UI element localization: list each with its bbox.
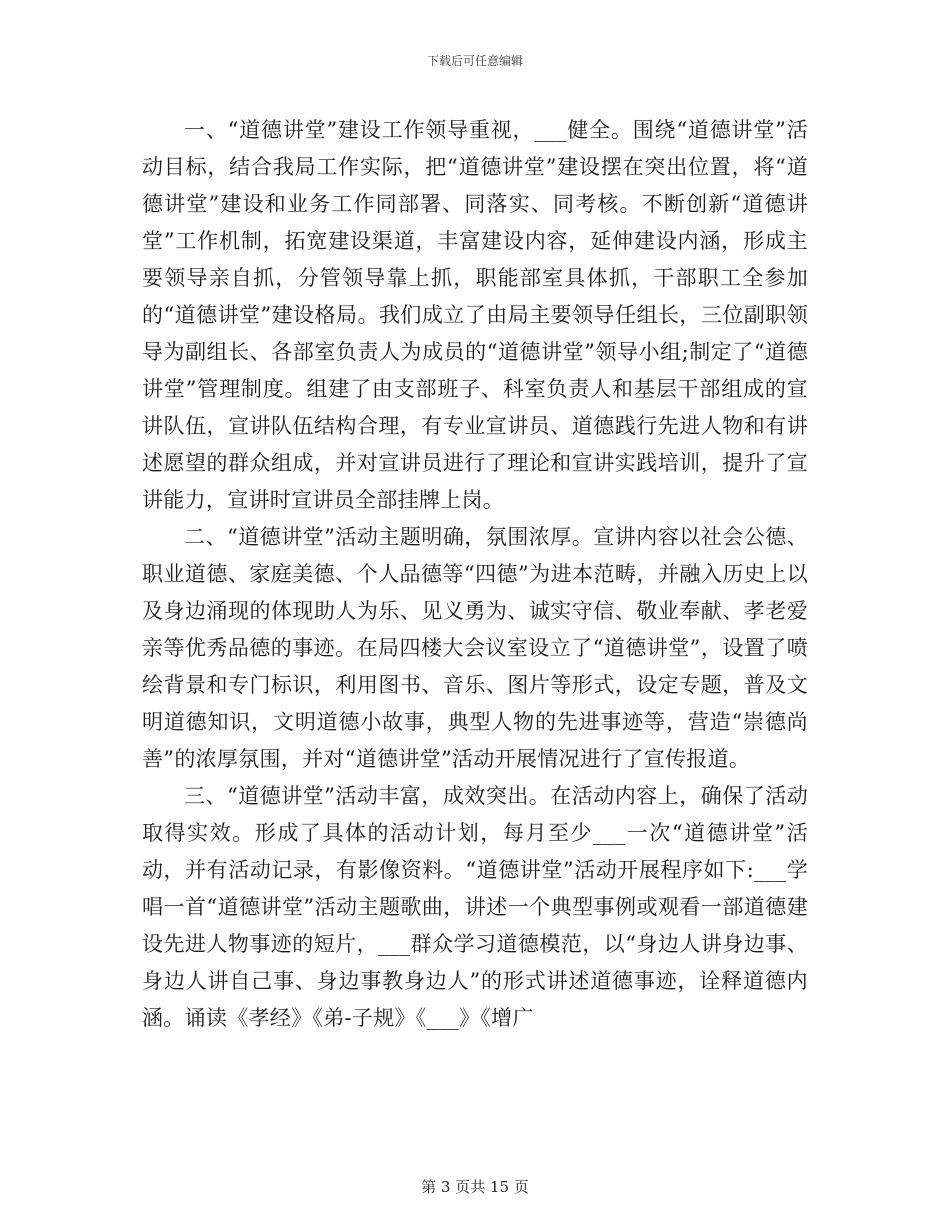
- page-number-footer: 第 3 页共 15 页: [421, 1178, 529, 1196]
- paragraph-1: 一、“道德讲堂”建设工作领导重视，___健全。围绕“道德讲堂”活动目标，结合我局工作实际，把“道德讲堂”建设摆在突出位置，将“道德讲堂”建设和业务工作同部署、同落实、同考核。不断创新“道德讲堂”工作机制，拓宽建设渠道，丰富建设内容，延伸建设内涵，形成主要领导亲自抓，分管领导靠上抓，职能部室具体抓，干部职工全参加的“道德讲堂”建设格局。我们成立了由局主要领导任组长，三位副职领导为副组长、各部室负责人为成员的“道德讲堂”领导小组;制定了“道德讲堂”管理制度。组建了由支部班子、科室负责人和基层干部组成的宣讲队伍，宣讲队伍结构合理，有专业宣讲员、道德践行先进人物和有讲述愿望的群众组成，并对宣讲员进行了理论和宣讲实践培训，提升了宣讲能力，宣讲时宣讲员全部挂牌上岗。: [142, 118, 808, 512]
- page-header: 下载后可任意编辑: [426, 54, 523, 68]
- document-body: [142, 112, 808, 1037]
- paragraph-3: 三、“道德讲堂”活动丰富，成效突出。在活动内容上，确保了活动取得实效。形成了具体的活动计划，每月至少___一次“道德讲堂”活动，并有活动记录，有影像资料。“道德讲堂”活动开展程序如下:___学唱一首“道德讲堂”活动主题歌曲，讲述一个典型事例或观看一部道德建设先进人物事迹的短片，___群众学习道德模范，以“身边人讲身边事、身边人讲自己事、身边事教身边人”的形式讲述道德事迹，诠释道德内涵。诵读《孝经》《弟-子规》《___》《增广: [142, 784, 808, 1030]
- paragraph-2: 二、“道德讲堂”活动主题明确，氛围浓厚。宣讲内容以社会公德、职业道德、家庭美德、个人品德等“四德”为进本范畴，并融入历史上以及身边涌现的体现助人为乐、见义勇为、诚实守信、敬业奉献、孝老爱亲等优秀品德的事迹。在局四楼大会议室设立了“道德讲堂”，设置了喷绘背景和专门标识，利用图书、音乐、图片等形式，设定专题，普及文明道德知识，文明道德小故事，典型人物的先进事迹等，营造“崇德尚善”的浓厚氛围，并对“道德讲堂”活动开展情况进行了宣传报道。: [142, 525, 808, 771]
